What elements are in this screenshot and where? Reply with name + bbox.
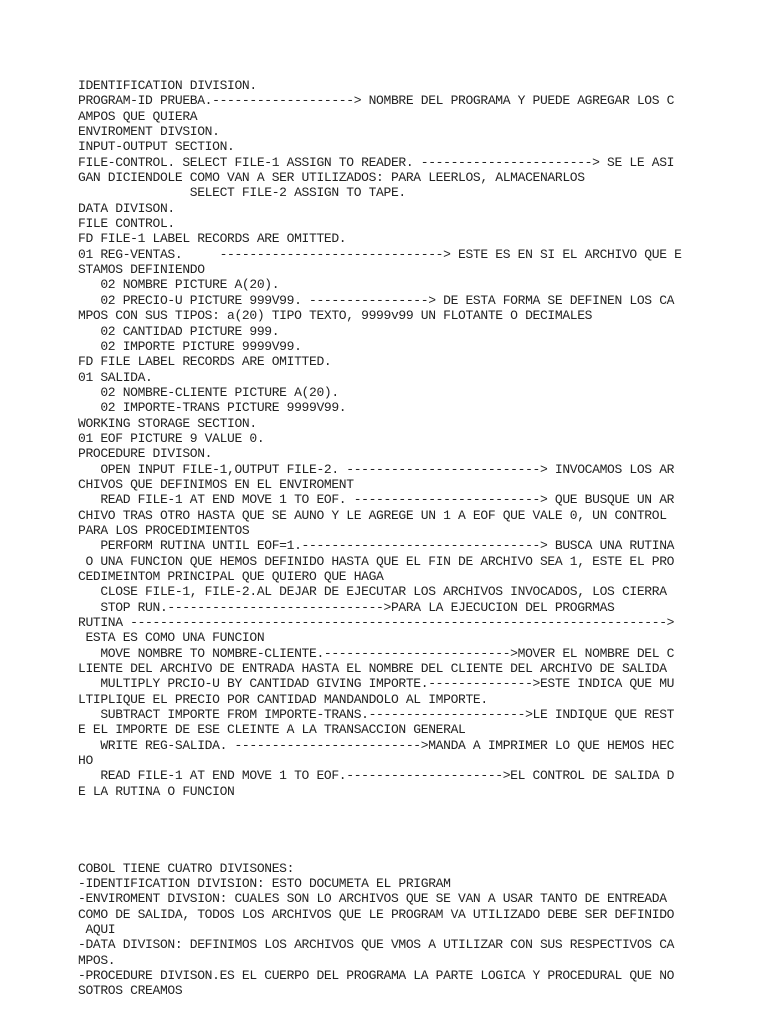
code-line: PARA LOS PROCEDIMIENTOS [78,522,250,538]
code-line: 01 SALIDA. [78,369,153,385]
code-line: OPEN INPUT FILE-1,OUTPUT FILE-2. --------------------------> INVOCAMOS LOS AR [78,461,675,477]
code-line: AMPOS QUE QUIERA [78,108,198,124]
document-page [78,78,718,999]
code-line: WRITE REG-SALIDA. ------------------------->MANDA A IMPRIMER LO QUE HEMOS HEC [78,737,675,753]
code-line: DATA DIVISON. [78,200,175,216]
blank-space [78,799,718,860]
notes-line: COMO DE SALIDA, TODOS LOS ARCHIVOS QUE LE PROGRAM VA UTILIZADO DEBE SER DEFINIDO [78,906,675,922]
code-line: E EL IMPORTE DE ESE CLEINTE A LA TRANSACCION GENERAL [78,722,466,738]
code-line: CEDIMEINTOM PRINCIPAL QUE QUIERO QUE HAGA [78,569,384,584]
code-line: MOVE NOMBRE TO NOMBRE-CLIENTE.------------------------->MOVER EL NOMBRE DEL C [78,645,675,661]
code-line: LTIPLIQUE EL PRECIO POR CANTIDAD MANDANDOLO AL IMPORTE. [78,691,488,707]
code-line: WORKING STORAGE SECTION. [78,415,257,431]
code-line: MPOS CON SUS TIPOS: a(20) TIPO TEXTO, 9999v99 UN FLOTANTE O DECIMALES [78,308,593,324]
code-line: FILE-CONTROL. SELECT FILE-1 ASSIGN TO READER. -----------------------> SE LE ASI [78,154,675,170]
code-line: GAN DICIENDOLE COMO VAN A SER UTILIZADOS: PARA LEERLOS, ALMACENARLOS [78,170,585,186]
code-line: HO [78,753,93,769]
code-line: FD FILE LABEL RECORDS ARE OMITTED. [78,354,332,370]
notes-line: SOTROS CREAMOS [78,983,183,999]
code-line: PERFORM RUTINA UNTIL EOF=1.--------------------------------> BUSCA UNA RUTINA [78,538,675,554]
code-line: INPUT-OUTPUT SECTION. [78,139,235,155]
code-line: PROCEDURE DIVISON. [78,446,213,462]
code-line: 02 IMPORTE PICTURE 9999V99. [78,338,302,354]
notes-line: MPOS. [78,952,116,968]
code-line: SUBTRACT IMPORTE FROM IMPORTE-TRANS.--------------------->LE INDIQUE QUE REST [78,707,675,723]
code-line: LIENTE DEL ARCHIVO DE ENTRADA HASTA EL NOMBRE DEL CLIENTE DEL ARCHIVO DE SALIDA [78,661,667,677]
notes-line: AQUI [78,921,116,937]
code-line: STAMOS DEFINIENDO [78,262,205,278]
code-line: FD FILE-1 LABEL RECORDS ARE OMITTED. [78,231,347,247]
code-line: READ FILE-1 AT END MOVE 1 TO EOF. -------------------------> QUE BUSQUE UN AR [78,492,675,508]
code-line: E LA RUTINA O FUNCION [78,783,235,799]
code-line: SELECT FILE-2 ASSIGN TO TAPE. [78,185,406,201]
code-line: IDENTIFICATION DIVISION. [78,78,257,93]
code-line: CLOSE FILE-1, FILE-2.AL DEJAR DE EJECUTAR LOS ARCHIVOS INVOCADOS, LOS CIERRA [78,584,667,600]
cobol-code-block [78,78,718,799]
code-line: 01 REG-VENTAS. ------------------------------> ESTE ES EN SI EL ARCHIVO QUE E [78,246,682,262]
code-line: PROGRAM-ID PRUEBA.-------------------> NOMBRE DEL PROGRAMA Y PUEDE AGREGAR LOS C [78,93,675,109]
notes-line: -IDENTIFICATION DIVISION: ESTO DOCUMETA EL PRIGRAM [78,875,451,891]
code-line: READ FILE-1 AT END MOVE 1 TO EOF.--------------------->EL CONTROL DE SALIDA D [78,768,675,784]
code-line: ENVIROMENT DIVSION. [78,124,220,140]
code-line: O UNA FUNCION QUE HEMOS DEFINIDO HASTA QUE EL FIN DE ARCHIVO SEA 1, ESTE EL PRO [78,553,675,569]
notes-line: -DATA DIVISON: DEFINIMOS LOS ARCHIVOS QUE VMOS A UTILIZAR CON SUS RESPECTIVOS CA [78,937,675,953]
code-line: 02 CANTIDAD PICTURE 999. [78,323,280,339]
code-line: 02 PRECIO-U PICTURE 999V99. ----------------> DE ESTA FORMA SE DEFINEN LOS CA [78,292,675,308]
code-line: 02 IMPORTE-TRANS PICTURE 9999V99. [78,400,347,416]
notes-line: -ENVIROMENT DIVSION: CUALES SON LO ARCHIVOS QUE SE VAN A USAR TANTO DE ENTREADA [78,891,667,907]
code-line: CHIVO TRAS OTRO HASTA QUE SE AUNO Y LE AGREGE UN 1 A EOF QUE VALE 0, UN CONTROL [78,507,667,523]
notes-block [78,861,718,999]
notes-line: -PROCEDURE DIVISON.ES EL CUERPO DEL PROGRAMA LA PARTE LOGICA Y PROCEDURAL QUE NO [78,967,675,983]
code-line: 01 EOF PICTURE 9 VALUE 0. [78,430,265,446]
code-line: ESTA ES COMO UNA FUNCION [78,630,265,646]
code-line: RUTINA ------------------------------------------------------------------------> [78,615,675,631]
code-line: 02 NOMBRE-CLIENTE PICTURE A(20). [78,384,339,400]
code-line: MULTIPLY PRCIO-U BY CANTIDAD GIVING IMPORTE.-------------->ESTE INDICA QUE MU [78,676,675,692]
code-line: 02 NOMBRE PICTURE A(20). [78,277,280,293]
code-line: CHIVOS QUE DEFINIMOS EN EL ENVIROMENT [78,476,354,492]
code-line: STOP RUN.----------------------------->PARA LA EJECUCION DEL PROGRMAS [78,599,615,615]
notes-line: COBOL TIENE CUATRO DIVISONES: [78,860,295,876]
code-line: FILE CONTROL. [78,216,175,232]
